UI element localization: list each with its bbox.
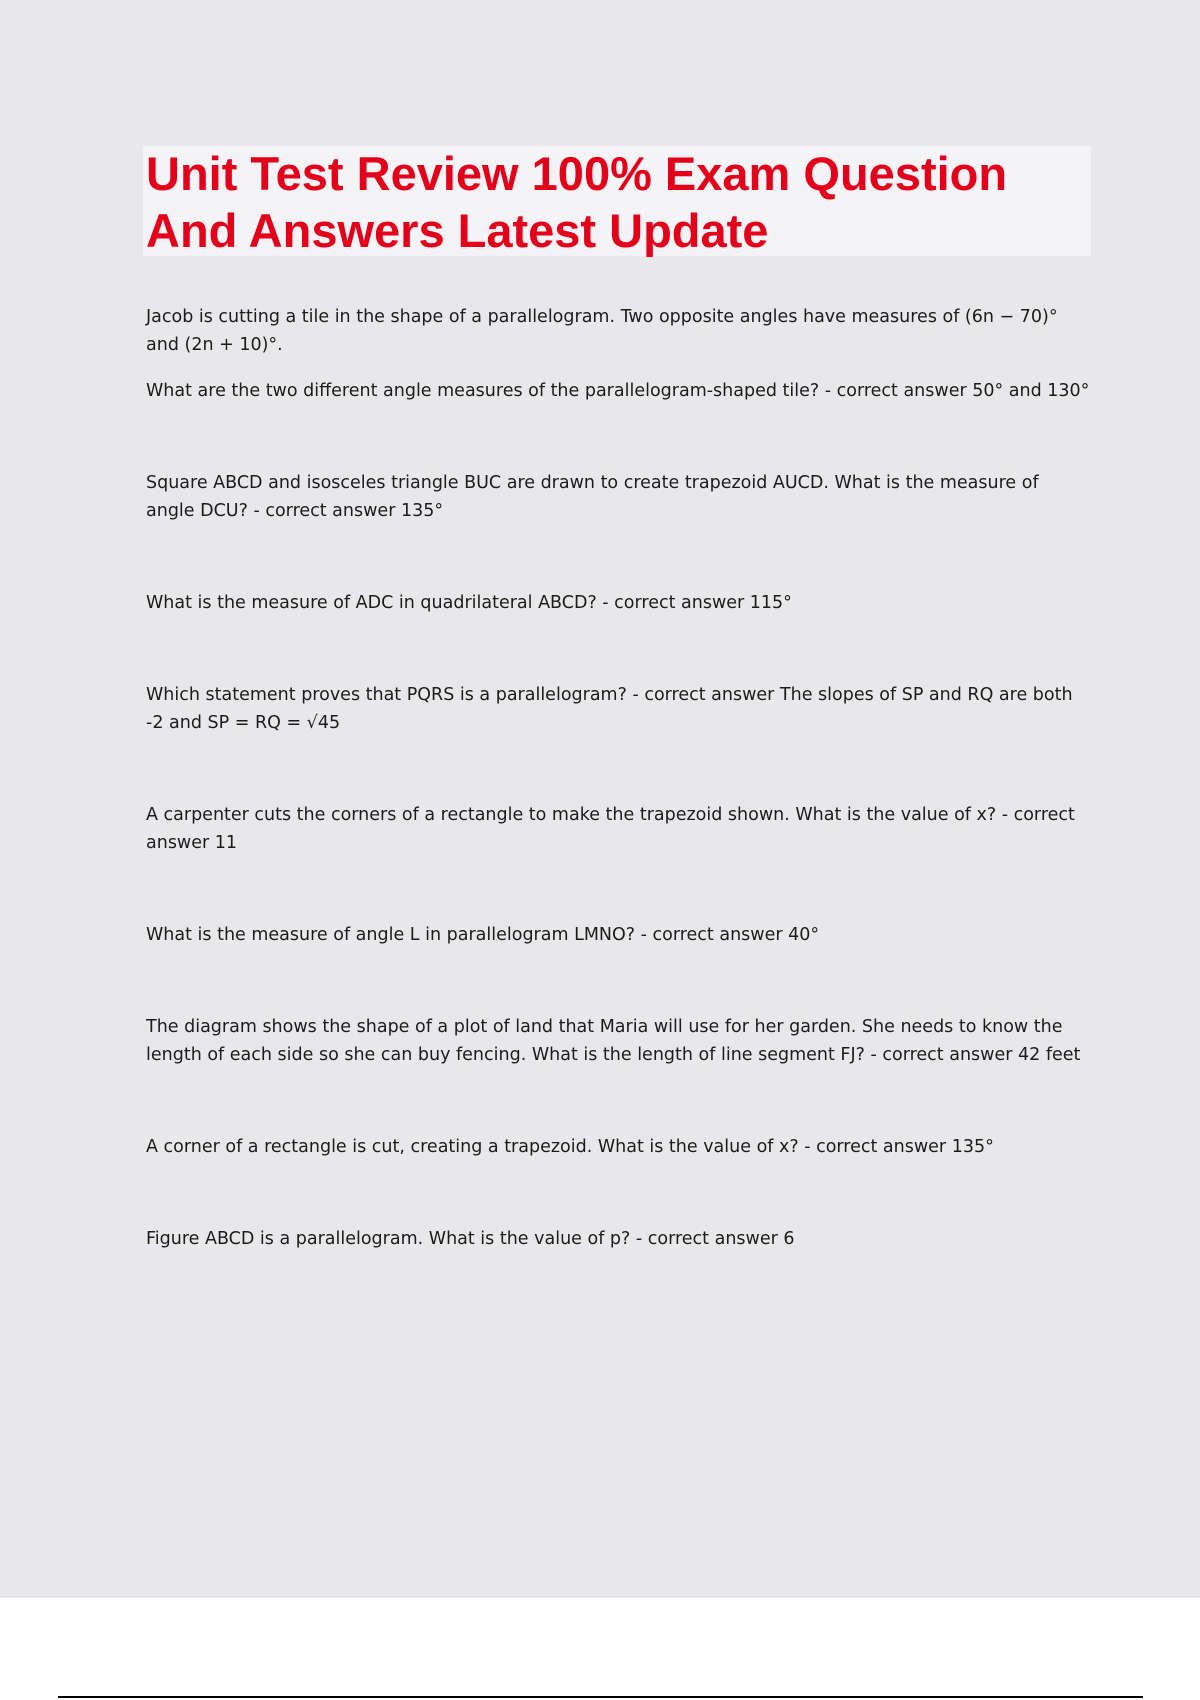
question-answer-paragraph: Which statement proves that PQRS is a parallelogram? - correct answer The slopes of SP and RQ are both -2 and SP = RQ = √45 bbox=[146, 685, 1073, 733]
question-answer-paragraph: Figure ABCD is a parallelogram. What is the value of p? - correct answer 6 bbox=[146, 1229, 795, 1249]
document-title: Unit Test Review 100% Exam Question And Answers Latest Update bbox=[146, 147, 1008, 257]
question-answer-paragraph: Square ABCD and isosceles triangle BUC are drawn to create trapezoid AUCD. What is the measure of angle DCU? - correct answer 135° bbox=[146, 473, 1039, 521]
question-answer-paragraph: What are the two different angle measures of the parallelogram-shaped tile? - correct answer 50° and 130° bbox=[146, 381, 1090, 401]
question-answer-paragraph: A corner of a rectangle is cut, creating a trapezoid. What is the value of x? - correct answer 135° bbox=[146, 1137, 994, 1157]
question-answer-paragraph: What is the measure of ADC in quadrilateral ABCD? - correct answer 115° bbox=[146, 593, 792, 613]
question-list bbox=[146, 303, 1091, 1253]
question-answer-paragraph: The diagram shows the shape of a plot of land that Maria will use for her garden. She needs to know the length of each side so she can buy fencing. What is the length of line segment FJ? - correct answer 42 feet bbox=[146, 1017, 1081, 1065]
footer-divider bbox=[58, 1696, 1143, 1698]
question-answer-paragraph: What is the measure of angle L in parallelogram LMNO? - correct answer 40° bbox=[146, 925, 820, 945]
question-answer-paragraph: A carpenter cuts the corners of a rectangle to make the trapezoid shown. What is the value of x? - correct answer 11 bbox=[146, 805, 1075, 853]
question-intro-paragraph: Jacob is cutting a tile in the shape of a parallelogram. Two opposite angles have measures of (6n − 70)° and (2n + 10)°. bbox=[146, 307, 1058, 355]
